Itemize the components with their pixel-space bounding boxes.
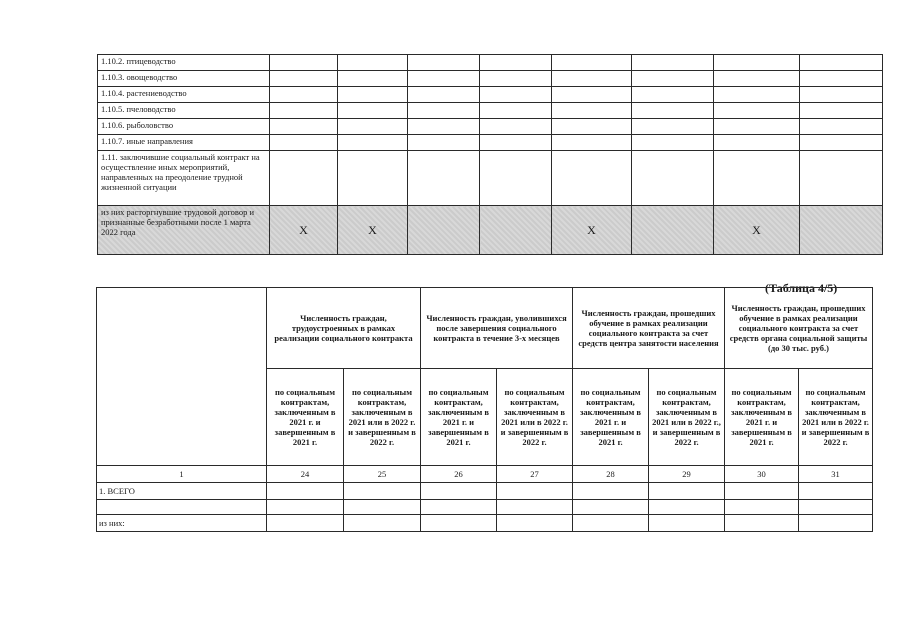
row-label: 1.11. заключившие социальный контракт на осуществление иных мероприятий, направленных на преодоление трудной жизненной ситуации	[98, 151, 270, 206]
column-number: 30	[725, 466, 799, 483]
bottom-table	[96, 287, 873, 532]
table-row	[98, 87, 883, 103]
table-row	[98, 71, 883, 87]
row-label: из них расторгнувшие трудовой договор и признанные безработными после 1 марта 2022 года	[98, 206, 270, 255]
group-header: Численность граждан, трудоустроенных в рамках реализации социального контракта	[267, 288, 421, 369]
row-label: 1.10.4. растениеводство	[98, 87, 270, 103]
row-label: из них:	[97, 515, 267, 532]
empty-corner-cell	[97, 288, 267, 466]
column-number: 1	[97, 466, 267, 483]
column-number: 26	[421, 466, 497, 483]
row-label: 1.10.3. овощеводство	[98, 71, 270, 87]
sub-header: по социальным контрактам, заключенным в 2021 г. и завершенным в 2021 г.	[725, 369, 799, 466]
table-row-shaded	[98, 206, 883, 255]
table-row	[97, 500, 873, 515]
table-row	[98, 119, 883, 135]
x-mark: Х	[338, 206, 408, 255]
table-row	[98, 55, 883, 71]
header-row-groups	[97, 288, 873, 369]
sub-header: по социальным контрактам, заключенным в 2021 г. и завершенным в 2021 г.	[421, 369, 497, 466]
column-number: 27	[497, 466, 573, 483]
sub-header: по социальным контрактам, заключенным в 2021 или в 2022 г. и завершенным в 2022 г.	[344, 369, 421, 466]
table-row	[98, 135, 883, 151]
table-row	[97, 483, 873, 500]
sub-header: по социальным контрактам, заключенным в 2021 или в 2022 г., и завершенным в 2022 г.	[649, 369, 725, 466]
top-table	[97, 54, 883, 255]
row-label: 1.10.7. иные направления	[98, 135, 270, 151]
sub-header: по социальным контрактам, заключенным в 2021 г. и завершенным в 2021 г.	[267, 369, 344, 466]
row-label: 1.10.6. рыболовство	[98, 119, 270, 135]
table-row	[98, 151, 883, 206]
x-mark: Х	[552, 206, 632, 255]
table-row	[98, 103, 883, 119]
group-header: Численность граждан, прошедших обучение в рамках реализации социального контракта за счет средств центра занятости населения	[573, 288, 725, 369]
column-number: 24	[267, 466, 344, 483]
column-number: 31	[799, 466, 873, 483]
group-header: Численность граждан, уволившихся после завершения социального контракта в течение 3-х месяцев	[421, 288, 573, 369]
sub-header: по социальным контрактам, заключенным в 2021 г. и завершенным в 2021 г.	[573, 369, 649, 466]
row-label: 1.10.5. пчеловодство	[98, 103, 270, 119]
x-mark: Х	[270, 206, 338, 255]
table-row	[97, 515, 873, 532]
group-header: Численность граждан, прошедших обучение в рамках реализации социального контракта за счет средств органа социальной защиты (до 30 тыс. руб.)	[725, 288, 873, 369]
column-number: 28	[573, 466, 649, 483]
row-label: 1.10.2. птицеводство	[98, 55, 270, 71]
column-number-row	[97, 466, 873, 483]
column-number: 29	[649, 466, 725, 483]
row-label: 1. ВСЕГО	[97, 483, 267, 500]
x-mark: Х	[714, 206, 800, 255]
column-number: 25	[344, 466, 421, 483]
table-caption: (Таблица 4/5)	[765, 281, 838, 295]
sub-header: по социальным контрактам, заключенным в 2021 или в 2022 г. и завершенным в 2022 г.	[799, 369, 873, 466]
sub-header: по социальным контрактам, заключенным в 2021 или в 2022 г. и завершенным в 2022 г.	[497, 369, 573, 466]
